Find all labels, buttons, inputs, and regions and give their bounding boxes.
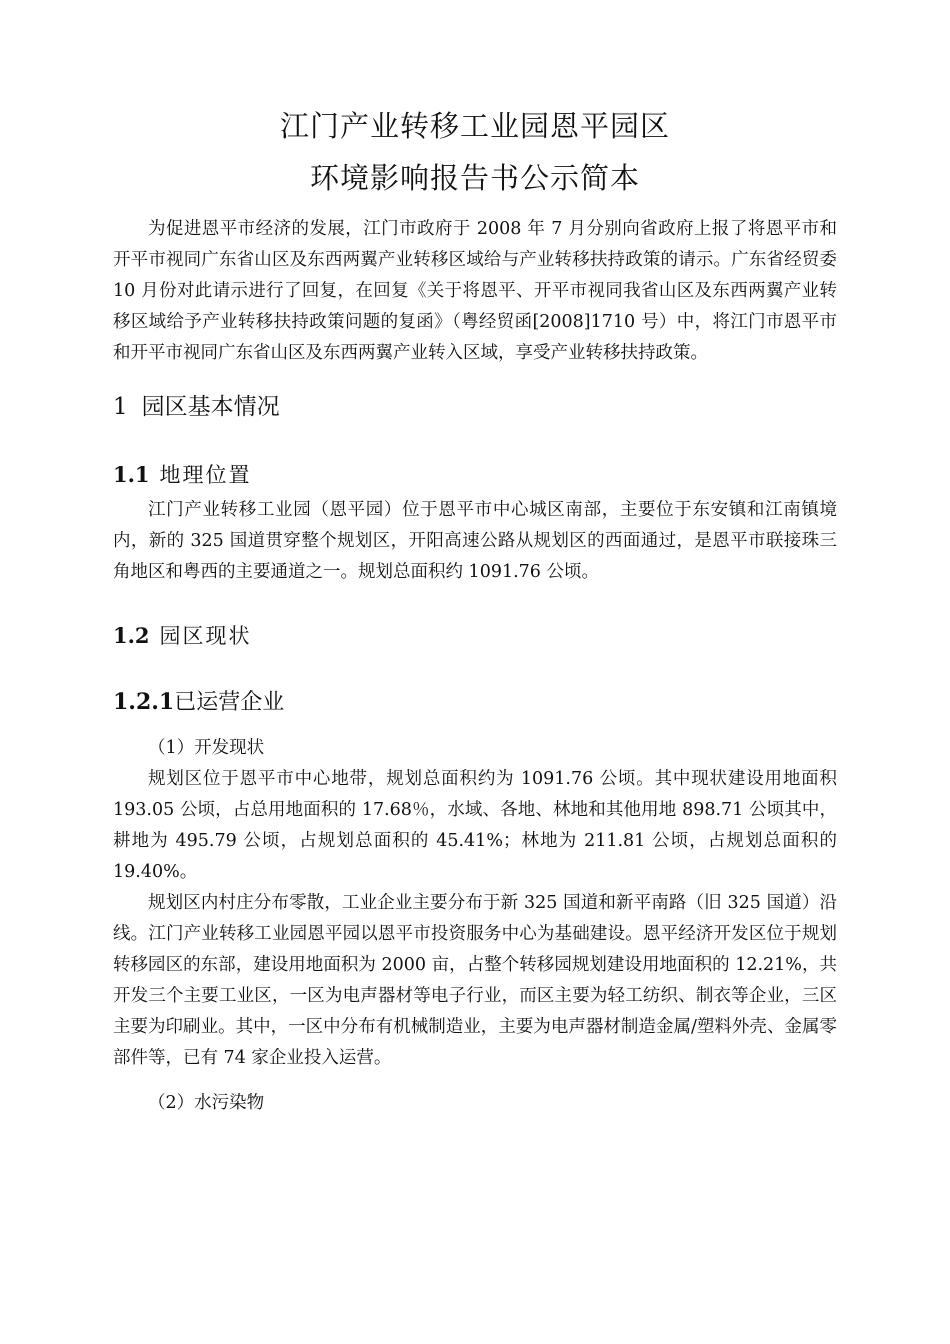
subheading-development-status: （1）开发现状	[148, 738, 265, 758]
location-paragraph: 江门产业转移工业园（恩平园）位于恩平市中心城区南部，主要位于东安镇和江南镇境内，新的 325 国道贯穿整个规划区，开阳高速公路从规划区的西面通过，是恩平市联接珠三角地区和粤西的主要通道之一。规划总面积约 1091.76 公顷。	[113, 500, 837, 582]
section-1-number: 1	[113, 394, 128, 420]
section-1-1-title: 地理位置	[159, 463, 252, 487]
document-title-line1: 江门产业转移工业园恩平园区	[279, 109, 670, 143]
section-1-2-1-title: 已运营企业	[174, 690, 285, 715]
section-1-2-title: 园区现状	[159, 624, 252, 648]
section-1-2-number: 1.2	[113, 623, 150, 648]
section-1-1-number: 1.1	[113, 462, 150, 487]
section-1-1-heading	[113, 455, 837, 495]
section-1-2-heading	[113, 616, 837, 656]
section-1-heading	[113, 387, 837, 427]
section-1-2-1-heading	[113, 682, 837, 723]
document-page	[113, 100, 837, 1119]
section-1-2-1-number: 1.2.1	[113, 689, 175, 715]
document-title-line2: 环境影响报告书公示简本	[309, 161, 640, 195]
development-paragraph-2: 规划区内村庄分布零散，工业企业主要分布于新 325 国道和新平南路（旧 325 国道）沿线。江门产业转移工业园恩平园以恩平市投资服务中心为基础建设。恩平经济开发区位于规划转移园区的东部，建设用地面积为 2000 亩，占整个转移园规划建设用地面积的 12.21%，共开发三个主要工业区，一区为电声器材等电子行业，而区主要为轻工纺织、制衣等企业，三区主要为印刷业。其中，一区中分布有机械制造业，主要为电声器材制造金属/塑料外壳、金属零部件等，已有 74 家企业投入运营。	[113, 893, 837, 1068]
section-1-title: 园区基本情况	[141, 394, 280, 420]
intro-paragraph: 为促进恩平市经济的发展，江门市政府于 2008 年 7 月分别向省政府上报了将恩平市和开平市视同广东省山区及东西两翼产业转移区域给与产业转移扶持政策的请示。广东省经贸委 10 月份对此请示进行了回复，在回复《关于将恩平、开平市视同我省山区及东西两翼产业转移区域给予产业转移扶持政策问题的复函》（粤经贸函[2008]1710 号）中，将江门市恩平市和开平市视同广东省山区及东西两翼产业转入区域，享受产业转移扶持政策。	[113, 219, 837, 363]
subheading-water-pollutants: （2）水污染物	[148, 1093, 265, 1113]
development-paragraph-1: 规划区位于恩平市中心地带，规划总面积约为 1091.76 公顷。其中现状建设用地面积 193.05 公顷，占总用地面积的 17.68％，水域、各地、林地和其他用地 898.71 公顷其中，耕地为 495.79 公顷，占规划总面积的 45.41%；林地为 211.81 公顷，占规划总面积的 19.40%。	[113, 769, 837, 882]
